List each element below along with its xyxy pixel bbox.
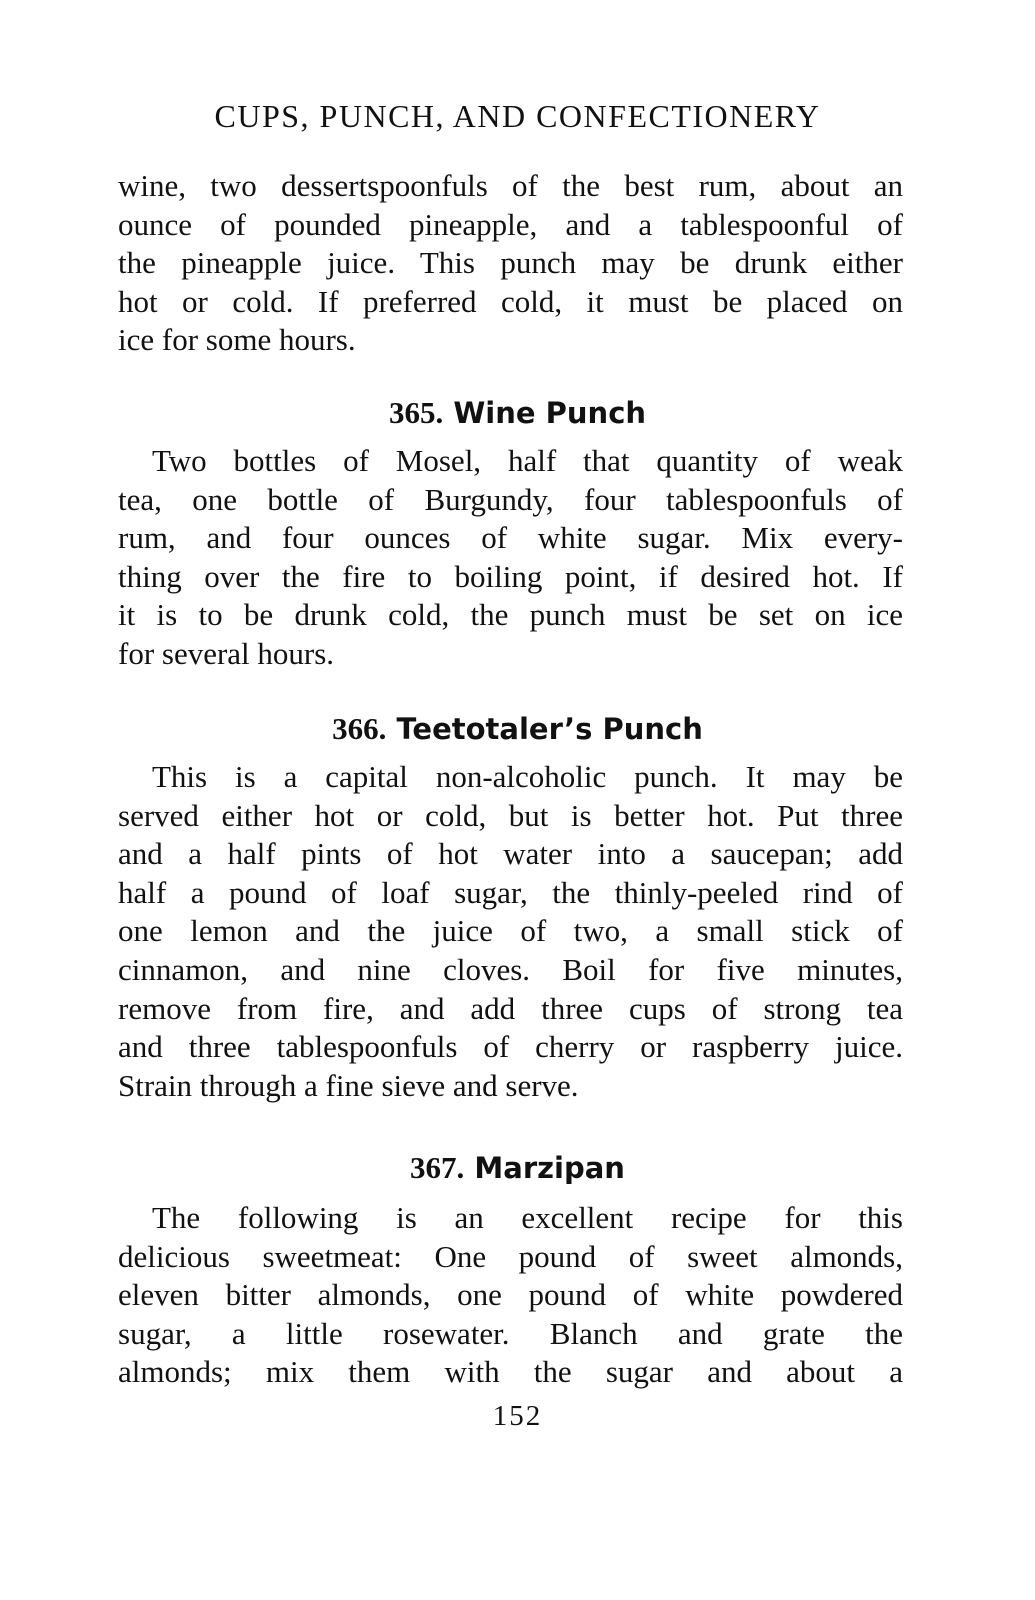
text-line: ice for some hours. (118, 322, 356, 358)
text-line: rum, and four ounces of white sugar. Mix every- (118, 520, 903, 556)
text-line: and a half pints of hot water into a saucepan; add (118, 836, 903, 872)
text-line: delicious sweetmeat: One pound of sweet almonds, (118, 1238, 903, 1274)
text-line: the pineapple juice. This punch may be drunk either (118, 245, 903, 281)
recipe-body-367 (118, 1199, 903, 1392)
recipe-title: Marzipan (474, 1151, 625, 1185)
recipe-number: 366. (332, 711, 387, 746)
recipe-body-365 (118, 442, 903, 674)
text-line: and three tablespoonfuls of cherry or raspberry juice. (118, 1029, 903, 1065)
running-head: CUPS, PUNCH, AND CONFECTIONERY (214, 98, 821, 134)
text-line: thing over the fire to boiling point, if desired hot. If (118, 558, 903, 594)
text-line: The following is an excellent recipe for this (152, 1200, 903, 1235)
intro-paragraph (118, 167, 903, 360)
text-line: served either hot or cold, but is better hot. Put three (118, 797, 903, 833)
recipe-body-366 (118, 758, 903, 1105)
recipe-heading-366 (0, 711, 1035, 747)
recipe-number: 367. (410, 1150, 465, 1185)
recipe-heading-367 (0, 1150, 1035, 1186)
recipe-title: Wine Punch (453, 396, 647, 430)
recipe-number: 365. (388, 395, 444, 430)
text-line: wine, two dessertspoonfuls of the best rum, about an (118, 168, 903, 203)
text-line: one lemon and the juice of two, a small stick of (118, 913, 903, 949)
text-line: almonds; mix them with the sugar and about a (118, 1354, 903, 1390)
text-line: for several hours. (118, 635, 335, 671)
text-line: remove from fire, and add three cups of strong tea (118, 990, 903, 1026)
recipe-title: Teetotaler’s Punch (396, 712, 703, 746)
text-line: half a pound of loaf sugar, the thinly-peeled rind of (118, 874, 903, 910)
text-line: ounce of pounded pineapple, and a tablespoonful of (118, 206, 903, 242)
recipe-heading-365 (0, 395, 1035, 431)
text-line: cinnamon, and nine cloves. Boil for five minutes, (118, 951, 903, 987)
text-line: Strain through a fine sieve and serve. (118, 1067, 579, 1103)
text-line: sugar, a little rosewater. Blanch and grate the (118, 1315, 903, 1351)
text-line: it is to be drunk cold, the punch must be set on ice (118, 597, 903, 633)
text-line: eleven bitter almonds, one pound of white powdered (118, 1277, 903, 1313)
text-line: hot or cold. If preferred cold, it must be placed on (118, 283, 903, 319)
text-line: tea, one bottle of Burgundy, four tablespoonfuls of (118, 481, 903, 517)
text-line: This is a capital non-alcoholic punch. It may be (152, 759, 903, 794)
text-line: Two bottles of Mosel, half that quantity of weak (152, 443, 903, 478)
page-number: 152 (492, 1400, 543, 1432)
